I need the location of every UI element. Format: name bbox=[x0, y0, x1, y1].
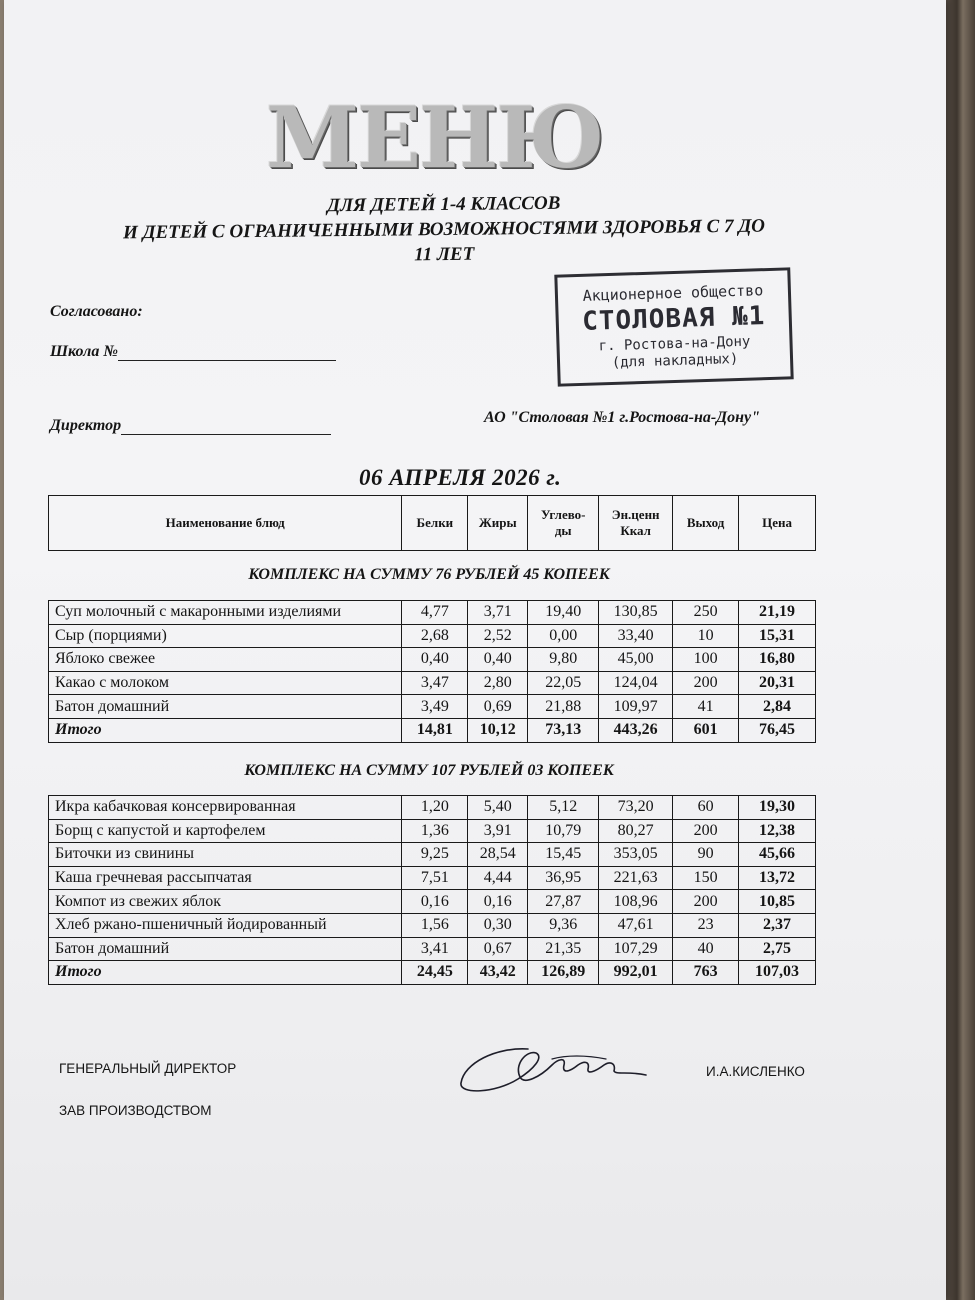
stamp-line-2: СТОЛОВАЯ №1 bbox=[581, 301, 766, 337]
cell-carbs: 0,00 bbox=[528, 624, 599, 648]
table-row bbox=[49, 843, 816, 867]
cell-fat: 0,40 bbox=[468, 648, 528, 672]
table-row bbox=[49, 695, 816, 719]
menu-subtitle bbox=[4, 187, 885, 271]
cell-fat: 0,67 bbox=[468, 937, 528, 961]
cell-fat: 3,91 bbox=[468, 819, 528, 843]
cell-carbs: 73,13 bbox=[528, 718, 599, 742]
subtitle-line-1: ДЛЯ ДЕТЕЙ 1-4 КЛАССОВ bbox=[326, 192, 561, 217]
cell-carbs: 126,89 bbox=[528, 961, 599, 985]
cell-carbs: 15,45 bbox=[528, 843, 599, 867]
menu-date: 06 АПРЕЛЯ 2026 г. bbox=[359, 465, 562, 490]
cell-yield: 10 bbox=[673, 624, 739, 648]
school-label: Школа № bbox=[50, 343, 118, 360]
cell-yield: 250 bbox=[673, 601, 739, 625]
stamp-line-1: Акционерное общество bbox=[582, 281, 764, 305]
cell-yield: 100 bbox=[673, 648, 739, 672]
cell-energy: 992,01 bbox=[599, 961, 673, 985]
cell-yield: 601 bbox=[673, 718, 739, 742]
cell-energy: 80,27 bbox=[599, 819, 673, 843]
cell-yield: 90 bbox=[673, 843, 739, 867]
cell-carbs: 10,79 bbox=[528, 819, 599, 843]
table-row bbox=[49, 937, 816, 961]
director-name: И.А.КИСЛЕНКО bbox=[706, 1064, 805, 1079]
cell-fat: 0,16 bbox=[468, 890, 528, 914]
cell-energy: 107,29 bbox=[599, 937, 673, 961]
header-fat: Жиры bbox=[468, 496, 528, 551]
cell-fat: 3,71 bbox=[468, 601, 528, 625]
cell-price: 2,75 bbox=[739, 937, 816, 961]
organization-name: АО "Столовая №1 г.Ростова-на-Дону" bbox=[484, 409, 760, 426]
cell-carbs: 19,40 bbox=[528, 601, 599, 625]
school-field bbox=[50, 343, 336, 361]
cell-price: 10,85 bbox=[739, 890, 816, 914]
cell-protein: 1,20 bbox=[402, 796, 468, 820]
cell-fat: 43,42 bbox=[468, 961, 528, 985]
cell-carbs: 9,80 bbox=[528, 648, 599, 672]
cell-price: 16,80 bbox=[739, 648, 816, 672]
cell-price: 20,31 bbox=[739, 671, 816, 695]
cell-protein: 0,16 bbox=[402, 890, 468, 914]
cell-dish-name: Каша гречневая рассыпчатая bbox=[49, 866, 402, 890]
cell-dish-name: Хлеб ржано-пшеничный йодированный bbox=[49, 913, 402, 937]
cell-energy: 73,20 bbox=[599, 796, 673, 820]
cell-carbs: 9,36 bbox=[528, 913, 599, 937]
cell-price: 2,84 bbox=[739, 695, 816, 719]
cell-protein: 3,47 bbox=[402, 671, 468, 695]
cell-energy: 45,00 bbox=[599, 648, 673, 672]
cell-dish-name: Суп молочный с макаронными изделиями bbox=[49, 601, 402, 625]
total-row bbox=[49, 718, 816, 742]
cell-fat: 28,54 bbox=[468, 843, 528, 867]
cell-yield: 200 bbox=[673, 671, 739, 695]
cell-yield: 763 bbox=[673, 961, 739, 985]
approved-label: Согласовано: bbox=[50, 303, 143, 320]
cell-energy: 108,96 bbox=[599, 890, 673, 914]
cell-energy: 443,26 bbox=[599, 718, 673, 742]
complex-1-title: КОМПЛЕКС НА СУММУ 76 РУБЛЕЙ 45 КОПЕЕК bbox=[248, 566, 610, 583]
cell-protein: 3,41 bbox=[402, 937, 468, 961]
cell-protein: 9,25 bbox=[402, 843, 468, 867]
cell-price: 76,45 bbox=[739, 718, 816, 742]
cell-price: 45,66 bbox=[739, 843, 816, 867]
cell-price: 12,38 bbox=[739, 819, 816, 843]
cell-dish-name: Яблоко свежее bbox=[49, 648, 402, 672]
cell-fat: 10,12 bbox=[468, 718, 528, 742]
cell-dish-name: Итого bbox=[49, 961, 402, 985]
cell-energy: 47,61 bbox=[599, 913, 673, 937]
cell-dish-name: Батон домашний bbox=[49, 937, 402, 961]
cell-fat: 0,69 bbox=[468, 695, 528, 719]
cell-fat: 0,30 bbox=[468, 913, 528, 937]
cell-dish-name: Компот из свежих яблок bbox=[49, 890, 402, 914]
header-carbs: Углево- ды bbox=[528, 496, 599, 551]
subtitle-line-3: 11 ЛЕТ bbox=[414, 243, 475, 266]
table-row bbox=[49, 624, 816, 648]
table-row bbox=[49, 601, 816, 625]
table-row bbox=[49, 890, 816, 914]
signature-image bbox=[456, 1035, 656, 1100]
cell-carbs: 21,35 bbox=[528, 937, 599, 961]
cell-carbs: 5,12 bbox=[528, 796, 599, 820]
cell-yield: 150 bbox=[673, 866, 739, 890]
cell-energy: 130,85 bbox=[599, 601, 673, 625]
cell-price: 19,30 bbox=[739, 796, 816, 820]
cell-dish-name: Борщ с капустой и картофелем bbox=[49, 819, 402, 843]
cell-price: 2,37 bbox=[739, 913, 816, 937]
director-label: Директор bbox=[50, 417, 122, 434]
cell-price: 13,72 bbox=[739, 866, 816, 890]
cell-protein: 1,56 bbox=[402, 913, 468, 937]
cell-carbs: 21,88 bbox=[528, 695, 599, 719]
cell-dish-name: Какао с молоком bbox=[49, 671, 402, 695]
table-row bbox=[49, 648, 816, 672]
cell-energy: 33,40 bbox=[599, 624, 673, 648]
cell-yield: 23 bbox=[673, 913, 739, 937]
cell-yield: 200 bbox=[673, 819, 739, 843]
cell-energy: 221,63 bbox=[599, 866, 673, 890]
cell-fat: 2,80 bbox=[468, 671, 528, 695]
cell-fat: 4,44 bbox=[468, 866, 528, 890]
cell-protein: 14,81 bbox=[402, 718, 468, 742]
company-stamp bbox=[554, 267, 793, 386]
cell-price: 107,03 bbox=[739, 961, 816, 985]
production-head-label: ЗАВ ПРОИЗВОДСТВОМ bbox=[59, 1103, 212, 1118]
cell-energy: 124,04 bbox=[599, 671, 673, 695]
cell-protein: 0,40 bbox=[402, 648, 468, 672]
cell-dish-name: Батон домашний bbox=[49, 695, 402, 719]
cell-dish-name: Икра кабачковая консервированная bbox=[49, 796, 402, 820]
menu-title: МЕНЮ bbox=[266, 88, 603, 187]
cell-fat: 5,40 bbox=[468, 796, 528, 820]
header-price: Цена bbox=[739, 496, 816, 551]
cell-dish-name: Сыр (порциями) bbox=[49, 624, 402, 648]
table-header bbox=[48, 495, 816, 551]
cell-yield: 40 bbox=[673, 937, 739, 961]
cell-carbs: 36,95 bbox=[528, 866, 599, 890]
school-blank-line bbox=[118, 345, 336, 361]
subtitle-line-2: И ДЕТЕЙ С ОГРАНИЧЕННЫМИ ВОЗМОЖНОСТЯМИ ЗДОРОВЬЯ С 7 ДО bbox=[122, 215, 766, 244]
cell-dish-name: Итого bbox=[49, 718, 402, 742]
table-row bbox=[49, 913, 816, 937]
table-row bbox=[49, 866, 816, 890]
stamp-line-4: (для накладных) bbox=[611, 351, 739, 371]
cell-fat: 2,52 bbox=[468, 624, 528, 648]
header-protein: Белки bbox=[402, 496, 468, 551]
cell-protein: 4,77 bbox=[402, 601, 468, 625]
table-row bbox=[49, 796, 816, 820]
cell-energy: 353,05 bbox=[599, 843, 673, 867]
cell-energy: 109,97 bbox=[599, 695, 673, 719]
header-yield: Выход bbox=[673, 496, 739, 551]
director-blank-line bbox=[121, 419, 331, 435]
stamp-line-3: г. Ростова-на-Дону bbox=[598, 333, 751, 355]
cell-carbs: 22,05 bbox=[528, 671, 599, 695]
cell-yield: 60 bbox=[673, 796, 739, 820]
complex-1-table bbox=[48, 600, 816, 743]
cell-dish-name: Биточки из свинины bbox=[49, 843, 402, 867]
menu-sheet bbox=[4, 0, 946, 1300]
cell-protein: 7,51 bbox=[402, 866, 468, 890]
header-energy: Эн.ценн Ккал bbox=[599, 496, 673, 551]
cell-protein: 2,68 bbox=[402, 624, 468, 648]
header-dish-name: Наименование блюд bbox=[49, 496, 402, 551]
complex-2-table bbox=[48, 795, 816, 985]
general-director-label: ГЕНЕРАЛЬНЫЙ ДИРЕКТОР bbox=[59, 1061, 237, 1076]
cell-price: 21,19 bbox=[739, 601, 816, 625]
director-field bbox=[50, 417, 331, 435]
cell-protein: 24,45 bbox=[402, 961, 468, 985]
total-row bbox=[49, 961, 816, 985]
cell-yield: 41 bbox=[673, 695, 739, 719]
table-row bbox=[49, 819, 816, 843]
cell-carbs: 27,87 bbox=[528, 890, 599, 914]
cell-protein: 3,49 bbox=[402, 695, 468, 719]
cell-yield: 200 bbox=[673, 890, 739, 914]
cell-protein: 1,36 bbox=[402, 819, 468, 843]
table-row bbox=[49, 671, 816, 695]
background-edge bbox=[945, 0, 975, 1300]
cell-price: 15,31 bbox=[739, 624, 816, 648]
complex-2-title: КОМПЛЕКС НА СУММУ 107 РУБЛЕЙ 03 КОПЕЕК bbox=[244, 762, 614, 779]
